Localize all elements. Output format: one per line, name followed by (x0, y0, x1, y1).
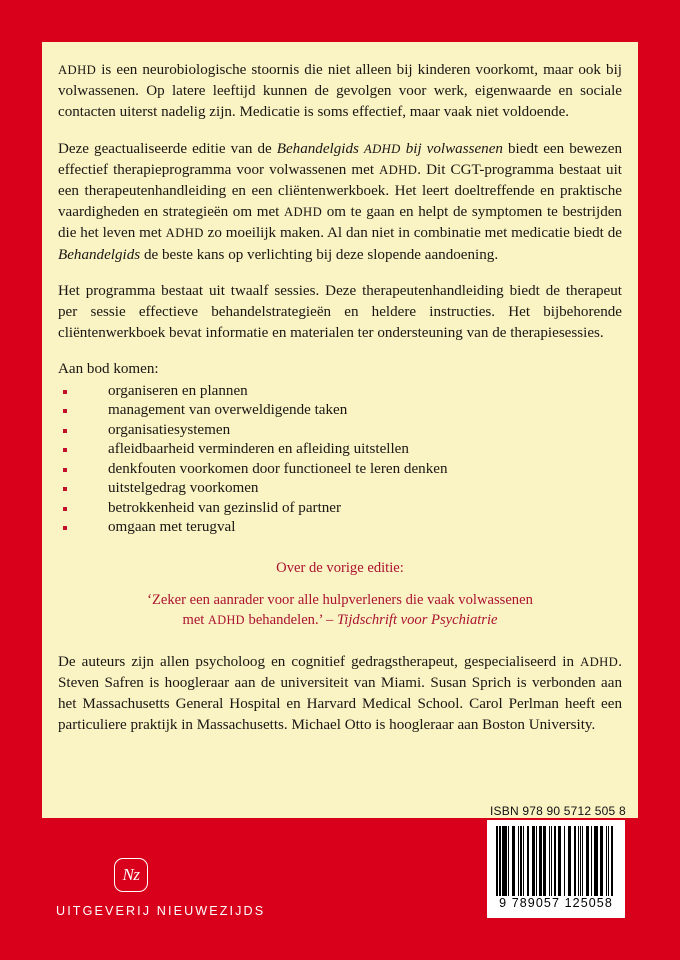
bullet-square-icon (63, 468, 67, 472)
list-item-label: omgaan met terugval (108, 519, 236, 536)
publisher-logo-icon (114, 858, 148, 892)
list-item (58, 440, 622, 460)
blurb-paragraph-1 (58, 60, 622, 124)
quote-text (58, 590, 622, 631)
blurb-paragraph-2 (58, 139, 622, 266)
blurb-paragraph-1-text: is een neurobiologische stoornis die niet alleen bij kinderen voorkomt, maar ook bij volwassenen. Op latere leeftijd kunnen de gevolgen voor werk, eigenwaarde en sociale contacten uiterst nadelig zijn. Medicatie is soms effectief, maar vaak niet voldoende. (58, 62, 622, 121)
book-title-adhd-smallcaps: ADHD (363, 141, 401, 156)
bullet-square-icon (63, 409, 67, 413)
quote-source: Tijdschrift voor Psychiatrie (337, 612, 498, 629)
bullet-square-icon (63, 390, 67, 394)
authors-seg3: . Steven Safren is hoogleraar aan de universiteit van Miami. Susan Sprich is verbonden aan het Massachusetts General Hospital en Harvard Medical School. Carol Perlman heeft een particuliere praktijk in Massachusetts. Michael Otto is hoogleraar aan Boston University. (58, 653, 622, 734)
behandelgids-italic: Behandelgids (58, 246, 141, 263)
adhd-smallcaps: ADHD (379, 162, 418, 177)
list-item (58, 499, 622, 519)
quote-line-1: ‘Zeker een aanrader voor alle hulpverleners die vaak volwassenen (147, 591, 533, 608)
quote-line-2-seg3: behandelen.’ – (244, 612, 337, 629)
quote-line-2-seg1: met (182, 612, 209, 629)
list-item-label: denkfouten voorkomen door functioneel te leren denken (108, 460, 448, 477)
book-title-italic: Behandelgids (276, 140, 364, 157)
list-item-label: uitstelgedrag voorkomen (108, 480, 259, 497)
p2-seg9: om te gaan en helpt de symptomen te bestrijden die het leven met (58, 204, 622, 242)
review-quote-block (58, 558, 622, 631)
barcode (487, 820, 625, 918)
p2-seg7: . Dit CGT-programma bestaat uit een therapeutenhandleiding en een cliëntenwerkboek. Het leert doeltreffende en praktische vaardigheden en strategieën om met (58, 161, 622, 221)
bullet-square-icon (63, 487, 67, 491)
list-item (58, 382, 622, 402)
bullet-square-icon (63, 507, 67, 511)
isbn-label: ISBN 978 90 5712 505 8 (490, 804, 626, 818)
list-item (58, 518, 622, 538)
list-item (58, 479, 622, 499)
publisher-name: UITGEVERIJ NIEUWEZIJDS (56, 904, 266, 918)
p2-seg13: de beste kans op verlichting bij deze slopende aandoening. (140, 246, 499, 263)
list-item-label: management van overweldigende taken (108, 402, 348, 419)
barcode-bars (496, 826, 616, 896)
list-item-label: betrokkenheid van gezinslid of partner (108, 499, 342, 516)
p2-seg11: zo moeilijk maken. Al dan niet in combinatie met medicatie biedt de (203, 225, 622, 242)
adhd-smallcaps: ADHD (283, 205, 323, 220)
list-item (58, 421, 622, 441)
bullet-square-icon (63, 429, 67, 433)
list-item (58, 460, 622, 480)
barcode-digits: 9 789057 125058 (499, 896, 613, 910)
blurb-paragraph-3: Het programma bestaat uit twaalf sessies. Deze therapeutenhandleiding biedt de therapeut per sessie effectieve behandelstrategieën en heldere instructies. Het bijbehorende cliëntenwerkboek bevat informatie en materialen ter ondersteuning van de therapiesessies. (58, 282, 622, 342)
blurb-panel (42, 42, 638, 818)
publisher-block (56, 858, 356, 918)
authors-paragraph (58, 652, 622, 737)
adhd-smallcaps: ADHD (208, 613, 245, 628)
list-intro-label: Aan bod komen: (58, 361, 159, 378)
quote-heading: Over de vorige editie: (276, 559, 404, 576)
adhd-smallcaps: ADHD (165, 226, 204, 241)
publisher-monogram: Nz (122, 865, 140, 884)
bullet-square-icon (63, 526, 67, 530)
authors-seg1: De auteurs zijn allen psycholoog en cognitief gedragstherapeut, gespecialiseerd in (58, 653, 581, 670)
bullet-square-icon (63, 448, 67, 452)
topics-list (58, 382, 622, 538)
book-title-italic-tail: bij volwassenen (400, 140, 503, 157)
p2-seg1: Deze geactualiseerde editie van de (58, 140, 277, 157)
adhd-smallcaps: ADHD (58, 63, 97, 77)
p2-seg5: biedt een bewezen effectief therapieprogramma voor volwassenen met (58, 140, 622, 178)
list-item-label: organisatiesystemen (108, 421, 231, 438)
adhd-smallcaps: ADHD (580, 654, 619, 669)
list-item-label: organiseren en plannen (108, 382, 248, 399)
list-item (58, 401, 622, 421)
list-item-label: afleidbaarheid verminderen en afleiding uitstellen (108, 441, 409, 458)
